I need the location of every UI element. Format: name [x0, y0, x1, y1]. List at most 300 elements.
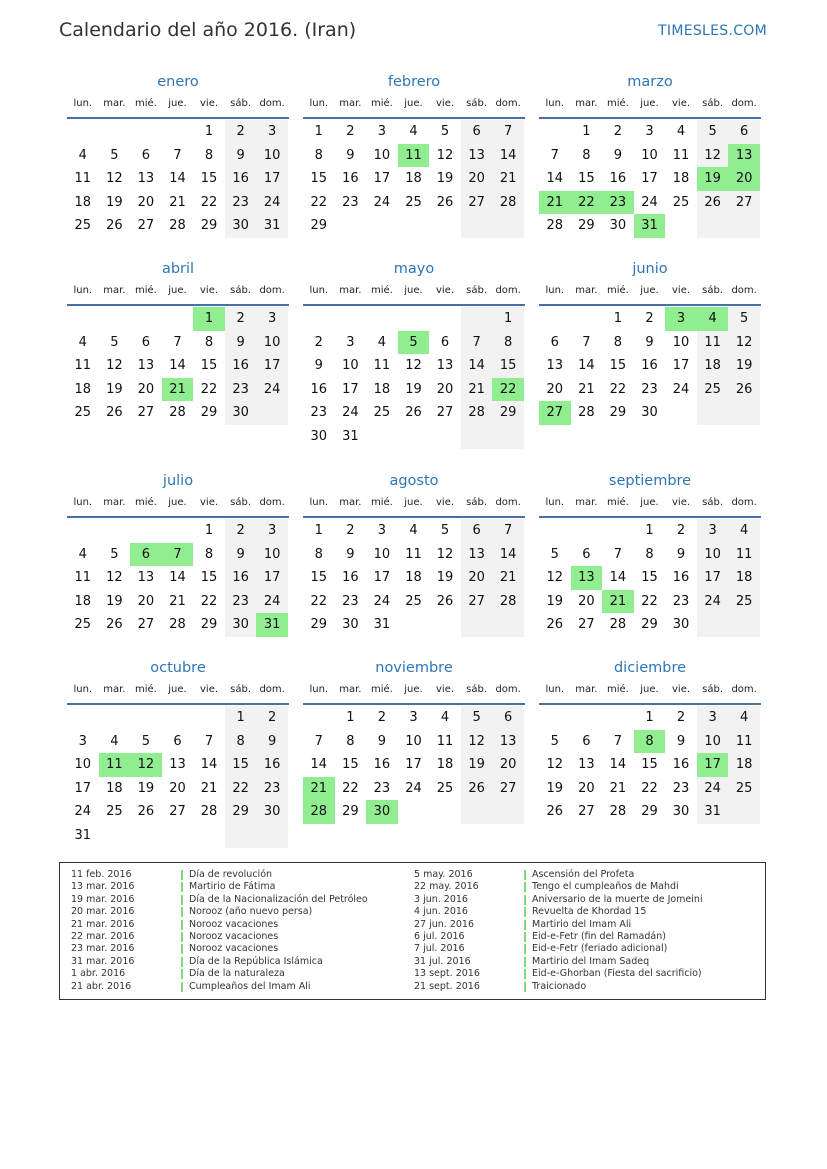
weekday-header: mar. — [339, 497, 362, 508]
empty-cell — [162, 120, 194, 144]
month-divider — [303, 117, 525, 119]
weekday-header: dom. — [495, 497, 521, 508]
weekday-header: vie. — [436, 684, 455, 695]
day-cell: 20 — [461, 566, 493, 590]
day-cell: 13 — [461, 144, 493, 168]
day-cell: 8 — [204, 334, 214, 350]
day-cell: 14 — [461, 354, 493, 378]
day-cell: 24 — [641, 194, 658, 210]
weekday-header: mar. — [575, 285, 598, 296]
day-cell: 13 — [137, 570, 155, 586]
day-cell: 12 — [405, 358, 422, 374]
holiday-date: 5 may. 2016 — [414, 869, 473, 880]
day-cell: 23 — [310, 405, 328, 421]
day-cell: 17 — [74, 780, 92, 796]
day-cell: 30 — [310, 428, 328, 444]
day-cell: 8 — [492, 331, 524, 355]
weekday-header: lun. — [73, 285, 93, 296]
day-cell: 7 — [492, 120, 524, 144]
holiday-date: 21 mar. 2016 — [71, 918, 135, 930]
day-cell: 10 — [256, 144, 288, 168]
day-cell: 12 — [106, 358, 123, 374]
empty-cell — [461, 800, 493, 824]
month-name: junio — [632, 261, 668, 277]
day-cell: 31 — [373, 617, 391, 633]
day-cell: 8 — [204, 147, 214, 163]
holiday-name: Aniversario de la muerte de Jomeini — [532, 893, 703, 905]
day-cell: 8 — [225, 730, 257, 754]
holiday-name: Martirio de Fátima — [189, 881, 276, 893]
day-cell: 8 — [645, 546, 654, 562]
day-cell: 19 — [106, 194, 123, 210]
day-cell: 27 — [169, 804, 186, 820]
empty-cell — [429, 800, 461, 824]
empty-cell — [193, 824, 225, 848]
day-cell: 7 — [582, 334, 591, 350]
day-cell: 18 — [373, 381, 391, 397]
empty-cell — [398, 307, 430, 331]
day-cell: 31 — [634, 214, 666, 238]
holiday-marker — [524, 870, 526, 880]
weekday-header: mar. — [575, 684, 598, 695]
empty-cell — [99, 120, 131, 144]
holiday-name: Día de la República Islámica — [189, 955, 323, 967]
holiday-marker — [181, 920, 183, 930]
holiday-name: Tengo el cumpleaños de Mahdi — [532, 881, 679, 893]
day-cell: 20 — [137, 593, 155, 609]
weekday-header: sáb. — [466, 98, 488, 109]
day-cell: 16 — [225, 566, 257, 590]
day-cell: 20 — [137, 194, 155, 210]
day-cell: 29 — [641, 804, 658, 820]
day-cell: 2 — [314, 334, 323, 350]
day-cell: 29 — [641, 617, 658, 633]
weekday-header: mié. — [370, 285, 393, 296]
empty-cell — [67, 519, 99, 543]
month-agosto — [303, 471, 525, 637]
day-cell: 19 — [728, 354, 760, 378]
day-cell: 22 — [225, 777, 257, 801]
day-cell: 14 — [169, 358, 186, 374]
day-cell: 26 — [728, 378, 760, 402]
day-cell: 7 — [173, 147, 182, 163]
day-cell: 22 — [200, 593, 218, 609]
day-cell: 5 — [697, 120, 729, 144]
day-cell: 2 — [256, 706, 288, 730]
day-cell: 4 — [409, 124, 418, 139]
brand-logo[interactable]: TIMESLES.COM — [658, 23, 767, 39]
holiday-marker — [524, 895, 526, 905]
weekday-header: lun. — [545, 285, 565, 296]
day-cell: 4 — [728, 706, 760, 730]
day-cell: 24 — [405, 780, 422, 796]
day-cell: 22 — [200, 381, 218, 397]
day-cell: 21 — [539, 191, 571, 215]
day-cell: 14 — [310, 757, 328, 773]
day-cell: 17 — [697, 566, 729, 590]
day-cell: 13 — [137, 171, 155, 187]
weekday-header: mié. — [134, 684, 157, 695]
month-name: julio — [162, 473, 194, 489]
weekday-header: jue. — [404, 285, 423, 296]
day-cell: 11 — [74, 358, 92, 374]
day-cell: 9 — [225, 331, 257, 355]
day-cell: 10 — [697, 730, 729, 754]
day-cell: 30 — [641, 405, 658, 421]
day-cell: 16 — [609, 171, 627, 187]
weekday-header: lun. — [545, 684, 565, 695]
day-cell: 31 — [697, 800, 729, 824]
day-cell: 9 — [676, 546, 686, 562]
day-cell: 4 — [78, 147, 87, 163]
day-cell: 28 — [578, 405, 595, 421]
month-junio — [539, 259, 761, 425]
holiday-marker — [524, 907, 526, 917]
day-cell: 21 — [492, 566, 524, 590]
day-cell: 12 — [106, 171, 123, 187]
day-cell: 25 — [106, 804, 123, 820]
day-cell: 15 — [310, 570, 328, 586]
holiday-date: 21 abr. 2016 — [71, 980, 132, 992]
month-febrero — [303, 72, 525, 238]
day-cell: 5 — [440, 124, 450, 139]
empty-cell — [429, 307, 461, 331]
holiday-name: Revuelta de Khordad 15 — [532, 906, 647, 918]
day-cell: 8 — [314, 546, 323, 562]
day-cell: 17 — [373, 171, 391, 187]
day-cell: 2 — [377, 710, 387, 725]
empty-cell — [429, 425, 461, 449]
day-cell: 9 — [225, 144, 257, 168]
empty-cell — [303, 307, 335, 331]
weekday-header: dom. — [259, 285, 285, 296]
day-cell: 27 — [539, 401, 571, 425]
day-cell: 27 — [728, 191, 760, 215]
holiday-marker — [181, 895, 183, 905]
day-cell: 25 — [373, 405, 391, 421]
day-cell: 27 — [137, 617, 155, 633]
weekday-header: sáb. — [702, 285, 724, 296]
empty-cell — [335, 214, 367, 238]
day-cell: 12 — [546, 570, 564, 586]
day-cell: 4 — [409, 523, 418, 538]
day-cell: 28 — [303, 800, 335, 824]
day-cell: 21 — [602, 590, 634, 614]
day-cell: 24 — [373, 194, 391, 210]
day-cell: 3 — [256, 307, 288, 331]
holiday-marker — [181, 932, 183, 942]
day-cell: 23 — [225, 590, 257, 614]
day-cell: 17 — [256, 354, 288, 378]
day-cell: 30 — [366, 800, 398, 824]
weekday-header: mar. — [575, 98, 598, 109]
day-cell: 29 — [342, 804, 359, 820]
day-cell: 1 — [645, 523, 654, 538]
weekday-header: jue. — [168, 684, 187, 695]
day-cell: 6 — [141, 147, 151, 163]
day-cell: 28 — [169, 617, 186, 633]
weekday-header: lun. — [545, 497, 565, 508]
holiday-marker — [181, 957, 183, 967]
weekday-header: jue. — [404, 684, 423, 695]
holiday-name: Ascensión del Profeta — [532, 869, 635, 880]
day-cell: 31 — [74, 827, 92, 843]
day-cell: 21 — [461, 378, 493, 402]
day-cell: 21 — [492, 167, 524, 191]
weekday-header: vie. — [436, 497, 455, 508]
day-cell: 20 — [546, 381, 564, 397]
day-cell: 23 — [672, 593, 690, 609]
month-divider — [539, 304, 761, 306]
day-cell: 12 — [461, 730, 493, 754]
day-cell: 27 — [578, 804, 595, 820]
day-cell: 18 — [436, 757, 454, 773]
day-cell: 29 — [200, 617, 218, 633]
day-cell: 26 — [436, 194, 454, 210]
empty-cell — [335, 307, 367, 331]
day-cell: 16 — [225, 354, 257, 378]
day-cell: 14 — [609, 570, 627, 586]
day-cell: 21 — [169, 194, 186, 210]
day-cell: 7 — [613, 733, 623, 749]
day-cell: 24 — [256, 378, 288, 402]
month-name: enero — [157, 74, 199, 90]
weekday-header: mar. — [575, 497, 598, 508]
day-cell: 30 — [672, 804, 690, 820]
weekday-header: dom. — [731, 98, 757, 109]
empty-cell — [571, 307, 603, 331]
empty-cell — [697, 613, 729, 637]
day-cell: 12 — [106, 570, 123, 586]
holiday-marker — [181, 969, 183, 979]
day-cell: 10 — [256, 331, 288, 355]
holiday-legend — [59, 862, 766, 1000]
day-cell: 27 — [436, 405, 454, 421]
day-cell: 11 — [74, 570, 92, 586]
day-cell: 25 — [728, 777, 760, 801]
day-cell: 8 — [204, 546, 214, 562]
empty-cell — [602, 519, 634, 543]
day-cell: 4 — [697, 307, 729, 331]
day-cell: 20 — [578, 780, 595, 796]
day-cell: 13 — [571, 566, 603, 590]
weekday-header: mié. — [370, 98, 393, 109]
day-cell: 22 — [342, 780, 359, 796]
day-cell: 15 — [492, 354, 524, 378]
day-cell: 29 — [578, 218, 595, 234]
day-cell: 28 — [461, 401, 493, 425]
weekday-header: mar. — [103, 285, 126, 296]
day-cell: 23 — [225, 378, 257, 402]
day-cell: 3 — [377, 523, 387, 538]
day-cell: 26 — [106, 617, 123, 633]
day-cell: 11 — [697, 331, 729, 355]
holiday-name: Día de la Nacionalización del Petróleo — [189, 893, 368, 905]
weekday-header: mié. — [370, 497, 393, 508]
day-cell: 15 — [225, 753, 257, 777]
day-cell: 14 — [546, 171, 564, 187]
month-octubre — [67, 658, 289, 848]
day-cell: 1 — [314, 523, 323, 538]
holiday-date: 1 abr. 2016 — [71, 968, 126, 980]
month-name: mayo — [393, 261, 435, 277]
month-name: marzo — [627, 74, 673, 90]
day-cell: 13 — [546, 358, 564, 374]
day-cell: 6 — [461, 120, 493, 144]
month-name: octubre — [150, 660, 206, 676]
empty-cell — [162, 519, 194, 543]
day-cell: 4 — [377, 334, 387, 350]
empty-cell — [571, 706, 603, 730]
day-cell: 9 — [346, 147, 355, 163]
day-cell: 7 — [204, 733, 214, 749]
day-cell: 19 — [106, 593, 123, 609]
day-cell: 7 — [613, 546, 623, 562]
day-cell: 27 — [578, 617, 595, 633]
day-cell: 3 — [256, 120, 288, 144]
day-cell: 2 — [645, 311, 654, 326]
day-cell: 9 — [613, 147, 623, 163]
day-cell: 8 — [346, 733, 355, 749]
month-divider — [303, 516, 525, 518]
empty-cell — [539, 519, 571, 543]
day-cell: 17 — [697, 753, 729, 777]
weekday-header: mar. — [339, 98, 362, 109]
holiday-date: 23 mar. 2016 — [71, 943, 135, 955]
day-cell: 29 — [225, 800, 257, 824]
day-cell: 20 — [169, 780, 186, 796]
day-cell: 15 — [310, 171, 328, 187]
holiday-marker — [524, 957, 526, 967]
empty-cell — [130, 824, 162, 848]
empty-cell — [728, 613, 760, 637]
weekday-header: mié. — [606, 497, 629, 508]
holiday-date: 6 jul. 2016 — [414, 930, 465, 942]
month-divider — [539, 516, 761, 518]
day-cell: 30 — [342, 617, 359, 633]
empty-cell — [398, 800, 430, 824]
holiday-name: Norooz vacaciones — [189, 918, 279, 930]
day-cell: 12 — [130, 753, 162, 777]
empty-cell — [697, 401, 729, 425]
day-cell: 14 — [200, 757, 218, 773]
weekday-header: sáb. — [230, 98, 252, 109]
weekday-header: lun. — [309, 98, 329, 109]
day-cell: 3 — [645, 124, 654, 139]
day-cell: 1 — [582, 124, 591, 139]
weekday-header: mié. — [134, 285, 157, 296]
day-cell: 26 — [137, 804, 155, 820]
month-name: noviembre — [375, 660, 453, 676]
day-cell: 24 — [672, 381, 690, 397]
holiday-date: 20 mar. 2016 — [71, 906, 135, 918]
weekday-header: sáb. — [230, 497, 252, 508]
day-cell: 26 — [546, 617, 564, 633]
weekday-header: lun. — [73, 497, 93, 508]
holiday-name: Norooz vacaciones — [189, 930, 279, 942]
holiday-date: 3 jun. 2016 — [414, 893, 468, 905]
day-cell: 18 — [728, 753, 760, 777]
month-divider — [67, 117, 289, 119]
holiday-date: 31 jul. 2016 — [414, 955, 471, 967]
weekday-header: sáb. — [702, 497, 724, 508]
day-cell: 23 — [672, 780, 690, 796]
month-divider — [67, 516, 289, 518]
day-cell: 15 — [578, 171, 595, 187]
day-cell: 18 — [728, 566, 760, 590]
day-cell: 20 — [137, 381, 155, 397]
holiday-marker — [181, 944, 183, 954]
weekday-header: jue. — [168, 497, 187, 508]
day-cell: 13 — [169, 757, 186, 773]
weekday-header: jue. — [640, 285, 659, 296]
weekday-header: mar. — [103, 684, 126, 695]
holiday-marker — [181, 870, 183, 880]
day-cell: 18 — [697, 354, 729, 378]
holiday-marker — [524, 982, 526, 992]
day-cell: 13 — [137, 358, 155, 374]
holiday-date: 31 mar. 2016 — [71, 955, 135, 967]
holiday-date: 22 mar. 2016 — [71, 930, 135, 942]
day-cell: 4 — [676, 124, 686, 139]
holiday-marker — [181, 907, 183, 917]
weekday-header: vie. — [672, 98, 691, 109]
day-cell: 28 — [492, 590, 524, 614]
holiday-name: Martirio del Imam Ali — [532, 918, 632, 930]
day-cell: 23 — [225, 191, 257, 215]
day-cell: 10 — [342, 358, 359, 374]
weekday-header: vie. — [672, 684, 691, 695]
day-cell: 6 — [492, 706, 524, 730]
day-cell: 13 — [436, 358, 454, 374]
weekday-header: lun. — [309, 684, 329, 695]
empty-cell — [728, 800, 760, 824]
day-cell: 25 — [697, 378, 729, 402]
day-cell: 15 — [641, 570, 658, 586]
day-cell: 30 — [225, 214, 257, 238]
month-name: agosto — [389, 473, 439, 489]
day-cell: 5 — [110, 334, 119, 350]
day-cell: 29 — [310, 617, 328, 633]
day-cell: 25 — [74, 218, 92, 234]
day-cell: 31 — [342, 428, 359, 444]
day-cell: 26 — [546, 804, 564, 820]
day-cell: 15 — [342, 757, 359, 773]
day-cell: 24 — [256, 191, 288, 215]
day-cell: 8 — [613, 334, 623, 350]
empty-cell — [67, 120, 99, 144]
day-cell: 26 — [106, 405, 123, 421]
day-cell: 5 — [550, 733, 559, 749]
weekday-header: jue. — [640, 497, 659, 508]
day-cell: 2 — [225, 120, 257, 144]
empty-cell — [99, 307, 131, 331]
day-cell: 18 — [74, 593, 92, 609]
day-cell: 3 — [665, 307, 697, 331]
holiday-date: 22 may. 2016 — [414, 881, 479, 893]
day-cell: 10 — [405, 733, 422, 749]
weekday-header: vie. — [200, 684, 219, 695]
holiday-name: Eid-e-Fetr (fin del Ramadán) — [532, 930, 666, 942]
day-cell: 8 — [582, 147, 591, 163]
day-cell: 30 — [256, 800, 288, 824]
day-cell: 16 — [342, 570, 359, 586]
weekday-header: mié. — [134, 497, 157, 508]
day-cell: 18 — [106, 780, 123, 796]
holiday-marker — [524, 969, 526, 979]
day-cell: 20 — [728, 167, 760, 191]
day-cell: 14 — [169, 171, 186, 187]
